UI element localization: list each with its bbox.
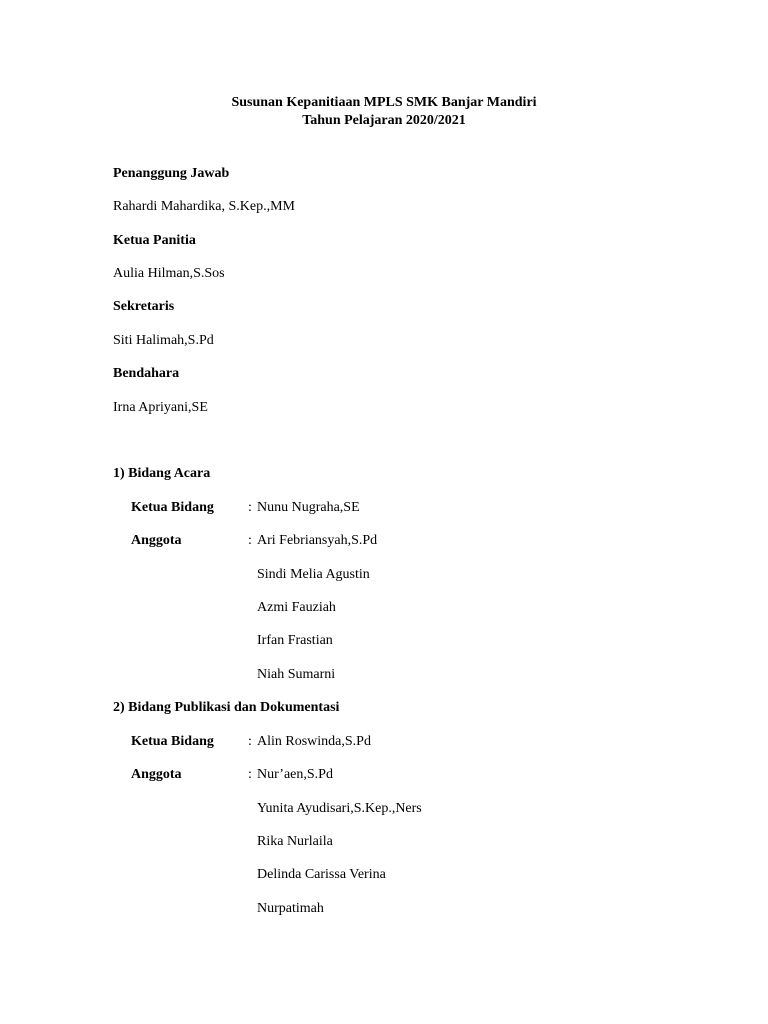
role-sekretaris: Sekretaris [113, 299, 175, 314]
document-title: Susunan Kepanitiaan MPLS SMK Banjar Mandiri [231, 95, 537, 110]
anggota-name: Sindi Melia Agustin [257, 567, 370, 582]
colon: : [248, 734, 252, 749]
anggota-name: Rika Nurlaila [257, 834, 333, 849]
division-heading-acara: 1) Bidang Acara [113, 466, 211, 481]
ketua-bidang-name: Nunu Nugraha,SE [257, 500, 360, 515]
name-ketua-panitia: Aulia Hilman,S.Sos [113, 266, 225, 281]
role-penanggung-jawab: Penanggung Jawab [113, 166, 230, 181]
colon: : [248, 533, 252, 548]
anggota-name: Nur’aen,S.Pd [257, 767, 333, 782]
name-sekretaris: Siti Halimah,S.Pd [113, 333, 214, 348]
anggota-name: Irfan Frastian [257, 633, 333, 648]
anggota-name: Delinda Carissa Verina [257, 867, 386, 882]
anggota-name: Nurpatimah [257, 901, 324, 916]
role-bendahara: Bendahara [113, 366, 180, 381]
colon: : [248, 767, 252, 782]
name-bendahara: Irna Apriyani,SE [113, 400, 208, 415]
anggota-name: Niah Sumarni [257, 667, 336, 682]
name-penanggung-jawab: Rahardi Mahardika, S.Kep.,MM [113, 199, 295, 214]
role-ketua-panitia: Ketua Panitia [113, 233, 196, 248]
anggota-name: Yunita Ayudisari,S.Kep.,Ners [257, 801, 422, 816]
anggota-label: Anggota [131, 533, 182, 548]
anggota-name: Ari Febriansyah,S.Pd [257, 533, 378, 548]
ketua-bidang-label: Ketua Bidang [131, 500, 214, 515]
colon: : [248, 500, 252, 515]
division-heading-publikasi: 2) Bidang Publikasi dan Dokumentasi [113, 700, 340, 715]
anggota-label: Anggota [131, 767, 182, 782]
anggota-name: Azmi Fauziah [257, 600, 336, 615]
ketua-bidang-label: Ketua Bidang [131, 734, 214, 749]
document-subtitle: Tahun Pelajaran 2020/2021 [302, 113, 466, 128]
ketua-bidang-name: Alin Roswinda,S.Pd [257, 734, 371, 749]
